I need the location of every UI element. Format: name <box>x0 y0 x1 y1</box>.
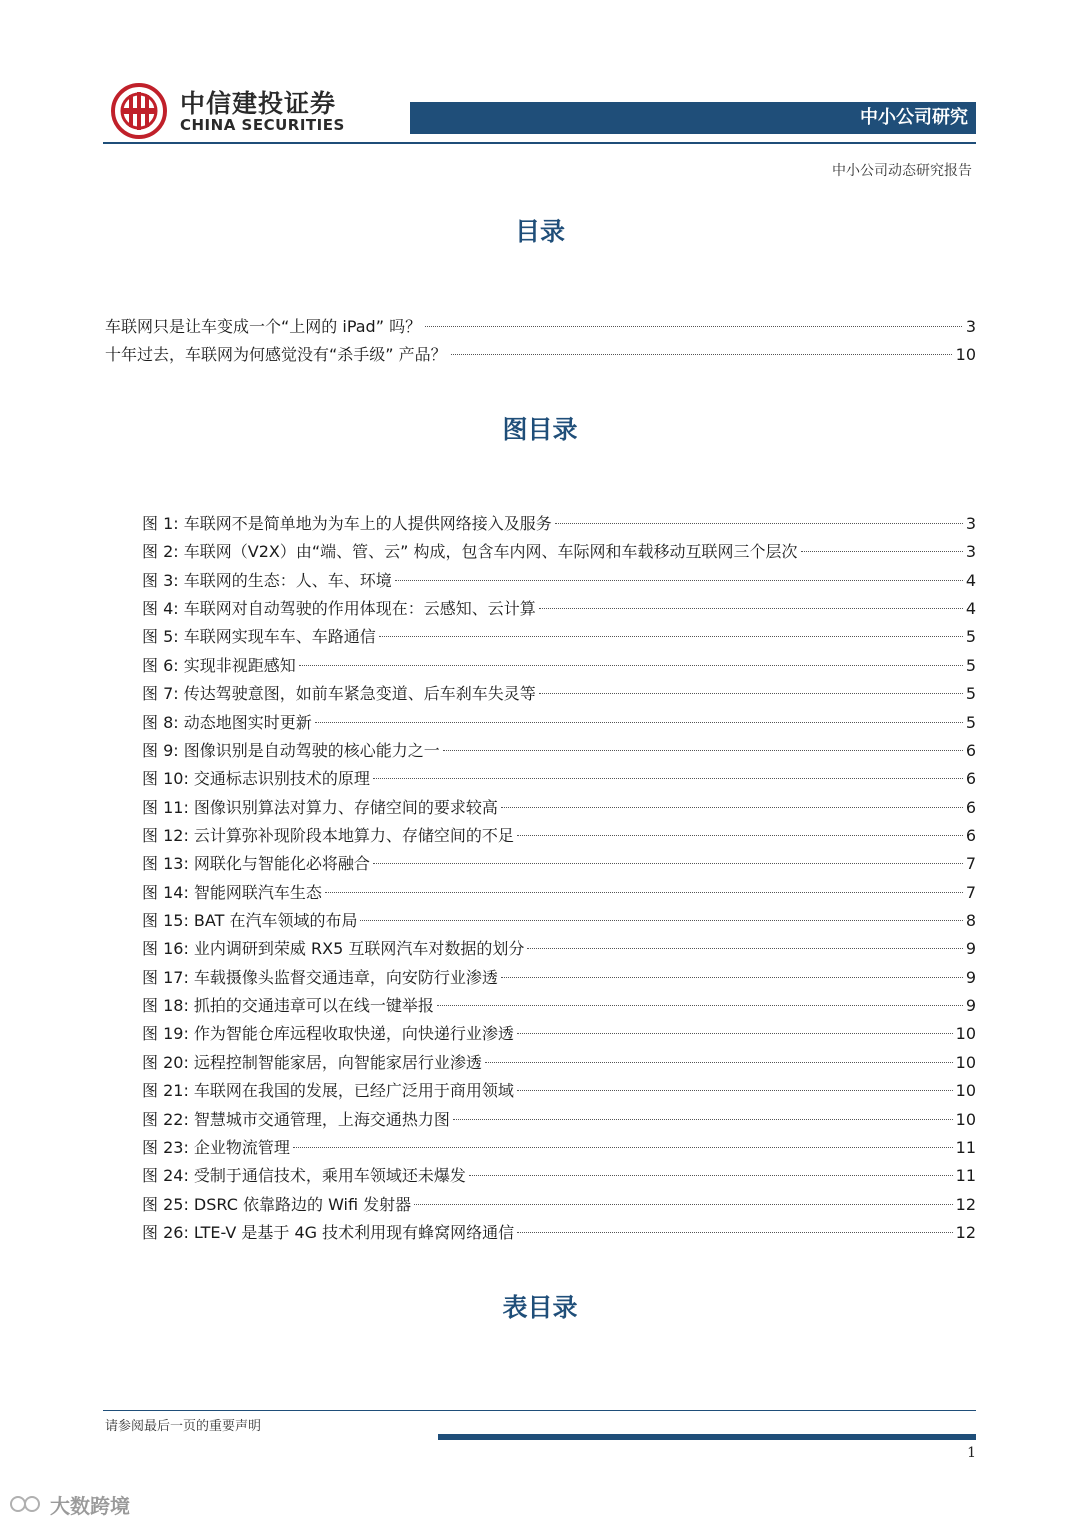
leader-dots <box>293 1147 953 1148</box>
leader-dots <box>395 580 963 581</box>
figure-entry[interactable] <box>142 680 976 708</box>
leader-dots <box>414 1204 952 1205</box>
watermark <box>10 1490 130 1518</box>
figure-entry[interactable] <box>142 1049 976 1077</box>
leader-dots <box>517 1232 953 1233</box>
figure-entry[interactable] <box>142 1020 976 1048</box>
figure-entry[interactable] <box>142 538 976 566</box>
figure-entry-text: 图 11: 图像识别算法对算力、存储空间的要求较高 <box>142 797 498 817</box>
figure-entry[interactable] <box>142 1191 976 1219</box>
figure-entry[interactable] <box>142 765 976 793</box>
toc-entry[interactable] <box>105 313 976 341</box>
figure-entry[interactable] <box>142 1134 976 1162</box>
figure-entry-page: 9 <box>965 939 976 959</box>
figure-entry-text: 图 22: 智慧城市交通管理，上海交通热力图 <box>142 1109 450 1129</box>
figure-entry[interactable] <box>142 709 976 737</box>
figure-entry-page: 6 <box>965 769 976 789</box>
logo-english-name: CHINA SECURITIES <box>180 116 345 134</box>
figure-entry-text: 图 9: 图像识别是自动驾驶的核心能力之一 <box>142 740 440 760</box>
leader-dots <box>443 750 963 751</box>
leader-dots <box>501 977 963 978</box>
figure-entry[interactable] <box>142 510 976 538</box>
header-divider <box>103 142 976 144</box>
leader-dots <box>539 693 963 694</box>
disclaimer-note: 请参阅最后一页的重要声明 <box>105 1419 262 1434</box>
figure-list <box>142 510 976 1247</box>
figure-entry-page: 5 <box>965 655 976 675</box>
toc-entry-text: 车联网只是让车变成一个“上网的 iPad” 吗？ <box>105 317 422 336</box>
figure-entry-page: 11 <box>955 1166 976 1186</box>
toc-list <box>105 313 976 369</box>
leader-dots <box>299 665 963 666</box>
leader-dots <box>453 1119 953 1120</box>
leader-dots <box>555 523 963 524</box>
figure-entry-page: 3 <box>965 514 976 533</box>
figure-entry-text: 图 3: 车联网的生态：人、车、环境 <box>142 570 392 590</box>
figure-entry-text: 图 17: 车载摄像头监督交通违章，向安防行业渗透 <box>142 967 498 987</box>
leader-dots <box>451 354 952 355</box>
leader-dots <box>360 920 962 921</box>
watermark-text: 大数跨境 <box>50 1493 130 1518</box>
figure-entry[interactable] <box>142 964 976 992</box>
category-banner: 中小公司研究 <box>410 102 976 134</box>
figure-entry-text: 图 20: 远程控制智能家居，向智能家居行业渗透 <box>142 1052 482 1072</box>
figure-entry-page: 6 <box>965 797 976 817</box>
figure-entry-text: 图 15: BAT 在汽车领域的布局 <box>142 911 358 931</box>
figure-entry-text: 图 10: 交通标志识别技术的原理 <box>142 769 370 789</box>
figure-entry-page: 3 <box>965 542 976 562</box>
figure-entry-text: 图 25: DSRC 依靠路边的 Wifi 发射器 <box>142 1194 412 1214</box>
figure-entry-page: 7 <box>965 854 976 874</box>
figure-entry-page: 6 <box>965 825 976 845</box>
figure-entry[interactable] <box>142 595 976 623</box>
figure-entry-text: 图 6: 实现非视距感知 <box>142 655 296 675</box>
page-number: 1 <box>967 1445 976 1461</box>
figure-entry[interactable] <box>142 567 976 595</box>
figure-entry-text: 图 2: 车联网（V2X）由“端、管、云” 构成，包含车内网、车际网和车载移动互联网三个层次 <box>142 542 798 562</box>
leader-dots <box>373 778 963 779</box>
figure-entry-page: 4 <box>965 570 976 590</box>
footer-bar <box>438 1434 976 1440</box>
figure-entry-page: 7 <box>965 882 976 902</box>
figure-entry[interactable] <box>142 652 976 680</box>
figure-entry[interactable] <box>142 850 976 878</box>
toc-entry[interactable] <box>105 341 976 369</box>
figure-entry[interactable] <box>142 879 976 907</box>
figure-entry-page: 12 <box>955 1194 976 1214</box>
figure-entry-page: 4 <box>965 599 976 619</box>
figure-entry-text: 图 13: 网联化与智能化必将融合 <box>142 854 370 874</box>
figure-entry-text: 图 24: 受制于通信技术，乘用车领域还未爆发 <box>142 1166 466 1186</box>
figure-entry-text: 图 14: 智能网联汽车生态 <box>142 882 322 902</box>
figure-entry-text: 图 5: 车联网实现车车、车路通信 <box>142 627 376 647</box>
figure-entry[interactable] <box>142 1106 976 1134</box>
figure-entry[interactable] <box>142 623 976 651</box>
leader-dots <box>517 1090 953 1091</box>
figure-entry-text: 图 19: 作为智能仓库远程收取快递，向快递行业渗透 <box>142 1024 514 1044</box>
figure-entry[interactable] <box>142 1077 976 1105</box>
leader-dots <box>425 326 962 327</box>
figure-entry[interactable] <box>142 822 976 850</box>
figure-entry-text: 图 21: 车联网在我国的发展，已经广泛用于商用领域 <box>142 1081 514 1101</box>
figure-entry-page: 5 <box>965 627 976 647</box>
figure-entry-text: 图 12: 云计算弥补现阶段本地算力、存储空间的不足 <box>142 825 514 845</box>
figure-entry-text: 图 16: 业内调研到荣威 RX5 互联网汽车对数据的划分 <box>142 939 525 959</box>
toc-title: 目录 <box>514 217 565 246</box>
leader-dots <box>469 1175 953 1176</box>
figure-entry[interactable] <box>142 794 976 822</box>
figure-entry-page: 10 <box>955 1109 976 1129</box>
leader-dots <box>379 636 963 637</box>
leader-dots <box>437 1005 963 1006</box>
china-securities-logo-icon <box>110 82 168 140</box>
figure-entry[interactable] <box>142 935 976 963</box>
toc-entry-page: 10 <box>955 345 976 364</box>
figure-entry-page: 10 <box>955 1081 976 1101</box>
figure-entry-text: 图 1: 车联网不是简单地为为车上的人提供网络接入及服务 <box>142 514 552 533</box>
figure-entry-text: 图 7: 传达驾驶意图，如前车紧急变道、后车刹车失灵等 <box>142 684 536 704</box>
figure-entry-page: 9 <box>965 996 976 1016</box>
leader-dots <box>315 722 963 723</box>
figure-entry-page: 10 <box>955 1052 976 1072</box>
figure-entry-page: 10 <box>955 1024 976 1044</box>
figures-title: 图目录 <box>502 415 578 444</box>
figure-entry[interactable] <box>142 992 976 1020</box>
leader-dots <box>501 807 963 808</box>
figure-entry[interactable] <box>142 1219 976 1247</box>
figure-entry[interactable] <box>142 737 976 765</box>
figure-entry-text: 图 23: 企业物流管理 <box>142 1137 290 1157</box>
figure-entry-page: 8 <box>965 911 976 931</box>
leader-dots <box>801 551 963 552</box>
toc-entry-text: 十年过去，车联网为何感觉没有“杀手级” 产品？ <box>105 345 447 364</box>
figure-entry-text: 图 18: 抓拍的交通违章可以在线一键举报 <box>142 996 434 1016</box>
watermark-icon <box>10 1493 44 1515</box>
report-type-label: 中小公司动态研究报告 <box>832 163 972 179</box>
figure-entry-page: 6 <box>965 740 976 760</box>
footer-divider <box>103 1410 976 1411</box>
tables-title: 表目录 <box>502 1293 578 1322</box>
figure-entry-text: 图 26: LTE-V 是基于 4G 技术利用现有蜂窝网络通信 <box>142 1222 515 1242</box>
figure-entry-page: 5 <box>965 684 976 704</box>
figure-entry-page: 12 <box>955 1222 976 1242</box>
leader-dots <box>485 1062 953 1063</box>
leader-dots <box>517 835 963 836</box>
figure-entry-text: 图 8: 动态地图实时更新 <box>142 712 312 732</box>
leader-dots <box>517 1033 953 1034</box>
leader-dots <box>527 948 962 949</box>
leader-dots <box>373 863 963 864</box>
logo-chinese-name: 中信建投证券 <box>180 89 337 118</box>
leader-dots <box>325 892 963 893</box>
figure-entry-page: 5 <box>965 712 976 732</box>
figure-entry[interactable] <box>142 907 976 935</box>
figure-entry-text: 图 4: 车联网对自动驾驶的作用体现在：云感知、云计算 <box>142 599 536 619</box>
figure-entry-page: 11 <box>955 1137 976 1157</box>
toc-entry-page: 3 <box>965 317 976 336</box>
figure-entry-page: 9 <box>965 967 976 987</box>
leader-dots <box>539 608 963 609</box>
company-logo <box>110 82 350 142</box>
figure-entry[interactable] <box>142 1162 976 1190</box>
